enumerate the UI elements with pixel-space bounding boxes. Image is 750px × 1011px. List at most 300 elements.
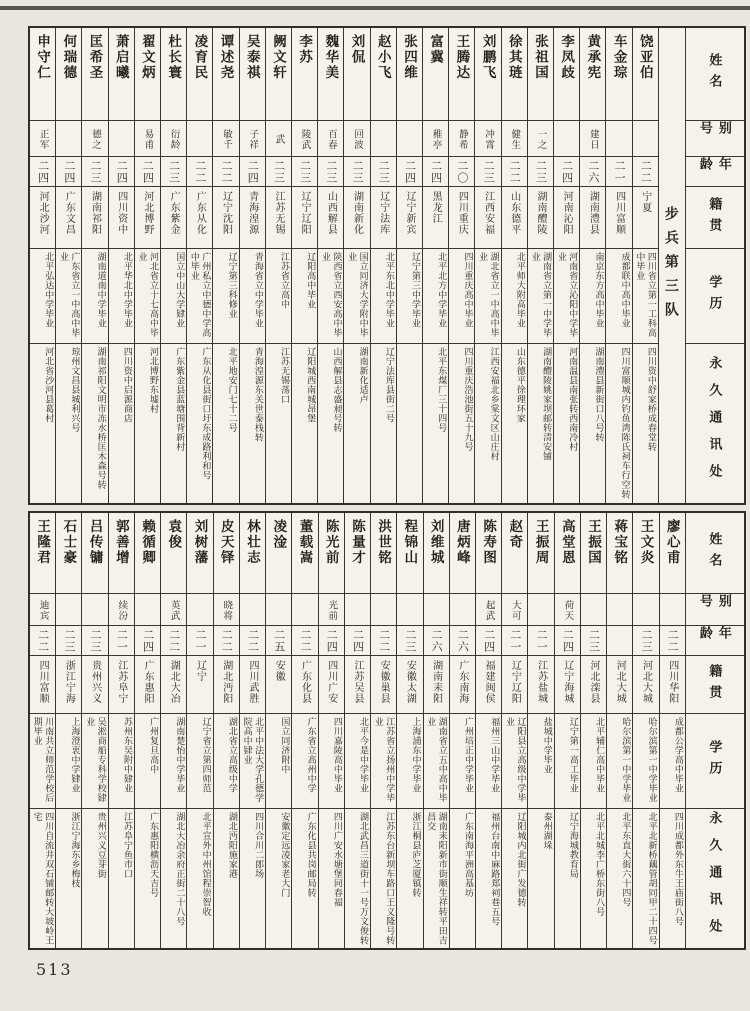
person-native-place: 安徽 — [266, 655, 291, 713]
person-age: 二一 — [502, 625, 527, 655]
person-education: 国立同济大学附中毕业 — [344, 248, 369, 343]
roster-table-top — [28, 26, 746, 505]
person-name: 蒋宝铭 — [612, 519, 628, 566]
person-native-place: 辽宁新宾 — [397, 186, 422, 248]
person-alias — [371, 120, 396, 156]
person-age: 二四 — [397, 156, 422, 186]
person-education: 广东省立一中高中毕业 — [56, 248, 81, 343]
person-native-place: 河北沙河 — [30, 186, 55, 248]
person-native-place: 福建闽侯 — [476, 655, 501, 713]
person-education: 广州复旦高中 — [135, 713, 160, 808]
person-column — [527, 28, 553, 503]
person-column — [396, 513, 422, 948]
person-name: 高堂恩 — [559, 519, 575, 566]
person-age: 二一 — [109, 625, 134, 655]
person-name: 郭善增 — [113, 519, 129, 566]
person-age: 二二 — [214, 625, 239, 655]
person-column — [81, 28, 107, 503]
person-alias — [187, 120, 212, 156]
person-native-place: 湖南新化 — [344, 186, 369, 248]
person-education: 河南省立沁阳中学毕业 — [554, 248, 579, 343]
person-alias: 英武 — [161, 593, 186, 625]
person-name: 王腾达 — [454, 34, 470, 81]
person-native-place: 广东化县 — [292, 655, 317, 713]
person-name: 程锦山 — [402, 519, 418, 566]
person-name: 唐炳峰 — [454, 519, 470, 566]
person-native-place: 江苏吴县 — [345, 655, 370, 713]
person-age: 二二 — [161, 625, 186, 655]
person-alias: 稚亭 — [423, 120, 448, 156]
person-age: 二三 — [292, 156, 317, 186]
person-age: 二二 — [240, 625, 265, 655]
person-native-place: 辽宁沈阳 — [213, 186, 238, 248]
person-address: 江苏东台新坝车路口王义隆号转 — [371, 808, 396, 948]
person-name: 石士豪 — [61, 519, 77, 566]
person-alias: 敏千 — [213, 120, 238, 156]
person-column — [212, 28, 238, 503]
person-column — [501, 28, 527, 503]
person-address: 湖北武昌三道街十一号万文俊转 — [345, 808, 370, 948]
header-native: 籍贯 — [686, 186, 744, 248]
person-native-place: 四川武胜 — [240, 655, 265, 713]
person-column — [501, 513, 527, 948]
person-age: 二三 — [318, 156, 343, 186]
person-name: 凌育民 — [192, 34, 208, 81]
person-education: 辽阳高中毕业 — [292, 248, 317, 343]
person-native-place: 江西安福 — [475, 186, 500, 248]
person-alias — [345, 593, 370, 625]
person-address: 山西解县志盛昶号转 — [318, 343, 343, 503]
person-native-place: 广东惠阳 — [135, 655, 160, 713]
person-alias — [109, 120, 134, 156]
person-age: 二三 — [581, 625, 606, 655]
person-education: 广州培正中学毕业 — [450, 713, 475, 808]
person-education: 北平师大附高毕业 — [502, 248, 527, 343]
person-address: 北平东直大街六十四号 — [607, 808, 632, 948]
person-native-place: 江苏阜宁 — [109, 655, 134, 713]
person-alias — [56, 593, 81, 625]
person-native-place: 湖南澧县 — [580, 186, 605, 248]
person-native-place: 河北博野 — [135, 186, 160, 248]
person-education: 上海浦东中学毕业 — [397, 713, 422, 808]
person-column — [554, 513, 580, 948]
person-column — [186, 513, 212, 948]
person-address: 湖北沔阳施家港 — [214, 808, 239, 948]
person-education: 四川省立第一工科高中毕业 — [633, 248, 658, 343]
person-age: 二二 — [633, 156, 658, 186]
person-column — [291, 513, 317, 948]
person-age: 二三 — [475, 156, 500, 186]
person-alias — [528, 593, 553, 625]
person-native-place: 四川富顺 — [30, 655, 55, 713]
person-address: 广东从化县街口圩东成路利和号 — [187, 343, 212, 503]
person-age: 二三 — [371, 156, 396, 186]
person-address: 河北省沙河县葛村 — [30, 343, 55, 503]
person-native-place: 湖南耒阳 — [424, 655, 449, 713]
person-address: 江苏阜宁鱼市口 — [109, 808, 134, 948]
row-header-column-top — [685, 28, 744, 503]
person-column — [579, 28, 605, 503]
person-native-place: 广东文昌 — [56, 186, 81, 248]
person-name: 饶亚伯 — [637, 34, 653, 81]
person-column — [396, 28, 422, 503]
person-education: 川南共立师范学校后期毕业 — [30, 713, 55, 808]
person-column — [343, 28, 369, 503]
person-native-place: 广东紫金 — [161, 186, 186, 248]
person-education: 盐城中学毕业 — [528, 713, 553, 808]
person-column — [134, 28, 160, 503]
person-native-place: 四川广安 — [319, 655, 344, 713]
person-column — [55, 513, 81, 948]
person-column — [30, 28, 55, 503]
person-education: 河北省立十七高中毕业 — [135, 248, 160, 343]
person-column — [318, 513, 344, 948]
person-age: 二四 — [554, 156, 579, 186]
header-education: 学历 — [686, 713, 744, 808]
roster-sheet — [28, 26, 746, 979]
person-alias: 晓将 — [214, 593, 239, 625]
person-address: 四川富顺城内钓鱼湾陈氏祠车行空转 — [606, 343, 631, 503]
person-address: 辽阳城内北街广发德转 — [502, 808, 527, 948]
person-name: 富冀 — [428, 34, 444, 65]
page-number: 513 — [36, 960, 73, 979]
person-education: 湖南省立第一中学毕业 — [528, 248, 553, 343]
person-name: 杜长寰 — [166, 34, 182, 81]
person-age: 二三 — [161, 156, 186, 186]
person-native-place: 河北大城 — [607, 655, 632, 713]
person-education: 湖南省立五中高中毕业 — [424, 713, 449, 808]
row-header-column-bottom — [685, 513, 744, 948]
person-name: 匡希圣 — [87, 34, 103, 81]
person-alias: 健生 — [502, 120, 527, 156]
person-alias — [633, 593, 658, 625]
person-education: 辽宁省立第四师范 — [187, 713, 212, 808]
person-alias: 一之 — [528, 120, 553, 156]
person-name: 翟文炳 — [139, 34, 155, 81]
header-address: 永久通讯处 — [686, 343, 744, 503]
person-column — [55, 28, 81, 503]
person-age: 二一 — [606, 156, 631, 186]
person-education: 辽宁第一高工毕业 — [555, 713, 580, 808]
person-alias: 荷天 — [555, 593, 580, 625]
person-name: 刘侃 — [349, 34, 365, 65]
header-age: 年龄 — [686, 156, 744, 186]
person-native-place: 四川华阳 — [660, 655, 685, 713]
person-age: 二二 — [660, 625, 685, 655]
person-address: 北平宣外中州馆程崇智收 — [187, 808, 212, 948]
person-address: 辽阳城西南城昂堡 — [292, 343, 317, 503]
person-address: 湖北大冶余府正街二十八号 — [161, 808, 186, 948]
person-column — [553, 28, 579, 503]
person-address: 四川合川二郎场 — [240, 808, 265, 948]
person-age: 二三 — [397, 625, 422, 655]
person-name: 袁俊 — [166, 519, 182, 550]
person-alias — [187, 593, 212, 625]
person-alias — [82, 593, 107, 625]
person-column — [449, 513, 475, 948]
person-column — [632, 513, 658, 948]
person-age: 二六 — [424, 625, 449, 655]
person-name: 张祖国 — [532, 34, 548, 81]
person-education: 青海省立中学毕业 — [240, 248, 265, 343]
person-education: 福州三山中学毕业 — [476, 713, 501, 808]
person-name: 萧启曦 — [113, 34, 129, 81]
person-address: 四川重庆浩池街五十九号 — [449, 343, 474, 503]
person-address: 贵州兴义豆芽街 — [82, 808, 107, 948]
person-age: 二四 — [135, 156, 160, 186]
person-name: 董载嵩 — [297, 519, 313, 566]
person-age: 二三 — [633, 625, 658, 655]
person-alias: 静希 — [449, 120, 474, 156]
person-native-place: 青海湟源 — [240, 186, 265, 248]
person-address: 安徽定远凌家老大门 — [266, 808, 291, 948]
person-native-place: 黑龙江 — [423, 186, 448, 248]
person-education: 北平华北中学毕业 — [109, 248, 134, 343]
person-alias: 迪宾 — [30, 593, 55, 625]
person-alias — [554, 120, 579, 156]
person-native-place: 广东南海 — [450, 655, 475, 713]
person-age: 二四 — [109, 156, 134, 186]
person-address: 泰州湖垛 — [528, 808, 553, 948]
person-alias — [581, 593, 606, 625]
person-address — [397, 343, 422, 503]
person-column — [108, 513, 134, 948]
person-column — [213, 513, 239, 948]
person-name: 何瑞德 — [61, 34, 77, 81]
person-age: 二一 — [187, 625, 212, 655]
person-column — [239, 513, 265, 948]
person-name: 王隆君 — [35, 519, 51, 566]
person-native-place: 江苏无锡 — [266, 186, 291, 248]
person-column — [422, 28, 448, 503]
person-age: 二五 — [266, 625, 291, 655]
person-education: 北平今是中学毕业 — [345, 713, 370, 808]
person-alias — [56, 120, 81, 156]
header-age: 年龄 — [686, 625, 744, 655]
person-native-place: 湖南醴陵 — [528, 186, 553, 248]
person-native-place: 辽宁辽阳 — [502, 655, 527, 713]
person-education: 哈尔滨第一中学毕业 — [633, 713, 658, 808]
person-alias: 正军 — [30, 120, 55, 156]
person-native-place: 辽宁 — [187, 655, 212, 713]
person-alias: 续汾 — [109, 593, 134, 625]
person-native-place: 辽宁辽阳 — [292, 186, 317, 248]
header-name: 姓名 — [707, 532, 723, 574]
person-age: 二〇 — [449, 156, 474, 186]
person-address: 北平北城李广桥东街八号 — [581, 808, 606, 948]
person-address: 四川自流井双石铺邮转大坡岭王宅 — [30, 808, 55, 948]
person-name: 王文炎 — [638, 519, 654, 566]
person-column — [160, 513, 186, 948]
person-native-place: 湖南祁阳 — [82, 186, 107, 248]
person-education: 广东省立高州中学 — [292, 713, 317, 808]
person-native-place: 宁夏 — [633, 186, 658, 248]
person-alias — [397, 593, 422, 625]
person-native-place: 安徽巢县 — [371, 655, 396, 713]
person-address: 河南温县南张转西南冷村 — [554, 343, 579, 503]
person-address: 广东紫金县蓝塘围背新村 — [161, 343, 186, 503]
person-age: 二四 — [555, 625, 580, 655]
person-column — [448, 28, 474, 503]
person-alias: 起武 — [476, 593, 501, 625]
person-alias: 子祥 — [240, 120, 265, 156]
person-age: 二四 — [30, 156, 55, 186]
header-native: 籍贯 — [686, 655, 744, 713]
person-native-place: 贵州兴义 — [82, 655, 107, 713]
person-native-place: 四川富顺 — [606, 186, 631, 248]
person-age — [607, 625, 632, 655]
person-address: 四川资中舒家桥成春堂转 — [633, 343, 658, 503]
person-address: 琼州文昌县城利兴号 — [56, 343, 81, 503]
person-alias — [292, 593, 317, 625]
person-education: 成都公学高中毕业 — [660, 713, 685, 808]
person-education: 北平北方中学毕业 — [423, 248, 448, 343]
person-age: 二四 — [135, 625, 160, 655]
person-native-place: 湖北沔阳 — [214, 655, 239, 713]
person-address: 山东德平徐理环家 — [502, 343, 527, 503]
person-name: 张四维 — [401, 34, 417, 81]
person-address: 江西安福北乡棠文区山庄村 — [475, 343, 500, 503]
scan-artifact-line — [0, 6, 750, 10]
person-name: 陈光前 — [323, 519, 339, 566]
person-education: 北平弘达中学毕业 — [30, 248, 55, 343]
person-column — [291, 28, 317, 503]
person-alias: 德之 — [82, 120, 107, 156]
person-age: 二三 — [56, 625, 81, 655]
person-address: 广东南海平洲高基坊 — [450, 808, 475, 948]
person-age: 二二 — [30, 625, 55, 655]
person-age: 二四 — [345, 625, 370, 655]
person-address: 北平地安门七十二号 — [213, 343, 238, 503]
person-alias: 回波 — [344, 120, 369, 156]
person-age: 二三 — [82, 156, 107, 186]
person-name: 廖心甫 — [664, 519, 680, 566]
person-address: 湖南祁阳文明市冻水桥匡木森号转 — [82, 343, 107, 503]
person-address: 湖南澧县新街口八号转 — [580, 343, 605, 503]
person-native-place: 山东德平 — [502, 186, 527, 248]
person-column — [370, 513, 396, 948]
header-address: 永久通讯处 — [686, 808, 744, 948]
person-alias: 百春 — [318, 120, 343, 156]
person-education: 湖北省立一中高中毕业 — [475, 248, 500, 343]
person-education: 江苏省立高中 — [266, 248, 291, 343]
person-column — [659, 513, 685, 948]
person-alias: 衍龄 — [161, 120, 186, 156]
person-age: 二一 — [528, 625, 553, 655]
person-native-place: 江苏盐城 — [528, 655, 553, 713]
person-education: 陕西省立西安高中毕业 — [318, 248, 343, 343]
person-address: 浙江桐县庐芝厦镇转 — [397, 808, 422, 948]
person-column — [186, 28, 212, 503]
person-age: 二三 — [266, 156, 291, 186]
person-education: 南京东方高中毕业 — [580, 248, 605, 343]
person-native-place: 湖北大冶 — [161, 655, 186, 713]
person-education: 上海澄衷中学肄业 — [56, 713, 81, 808]
person-alias — [397, 120, 422, 156]
person-age: 二四 — [423, 156, 448, 186]
person-education: 苏州东吴附中肄业 — [109, 713, 134, 808]
person-address: 广东化县共岗邮局转 — [292, 808, 317, 948]
person-alias: 大可 — [502, 593, 527, 625]
person-name: 皮天铎 — [218, 519, 234, 566]
person-name: 吴泰祺 — [244, 34, 260, 81]
person-name: 魏华美 — [323, 34, 339, 81]
person-alias — [606, 120, 631, 156]
person-address: 湖南醴陵姚家坝邮转清安铺 — [528, 343, 553, 503]
person-native-place: 辽宁法库 — [371, 186, 396, 248]
person-address: 河北博野东墟村 — [135, 343, 160, 503]
unit-label: 步兵第三队 — [658, 28, 685, 503]
person-native-place: 河北大城 — [633, 655, 658, 713]
roster-table-bottom — [28, 511, 746, 950]
person-column — [265, 513, 291, 948]
person-column — [475, 513, 501, 948]
person-address: 湖南耒阳新市街顺生祥转平田吉昌交 — [424, 808, 449, 948]
person-age: 二六 — [450, 625, 475, 655]
person-name: 林壮志 — [245, 519, 260, 566]
person-name: 刘树藩 — [192, 519, 208, 566]
person-education: 北平中法大学孔德学院高中肄业 — [240, 713, 265, 808]
person-native-place: 四川资中 — [109, 186, 134, 248]
person-name: 黄承宪 — [585, 34, 601, 81]
person-name: 刘鹏飞 — [480, 34, 496, 81]
person-alias — [660, 593, 685, 625]
person-education: 北平东北中学毕业 — [371, 248, 396, 343]
person-address: 广东惠阳横沥天吉号 — [135, 808, 160, 948]
person-alias — [450, 593, 475, 625]
person-education: 国立中山大学肄业 — [161, 248, 186, 343]
person-age: 二二 — [371, 625, 396, 655]
person-education: 北平辅仁高中毕业 — [581, 713, 606, 808]
person-column — [81, 513, 107, 948]
person-name: 陈量才 — [349, 519, 365, 566]
person-name: 凌淦 — [271, 519, 287, 550]
person-column — [160, 28, 186, 503]
header-name: 姓名 — [707, 53, 723, 95]
person-address: 江苏无锡荡口 — [266, 343, 291, 503]
person-address: 辽宁海城教育局 — [555, 808, 580, 948]
person-name: 李凤歧 — [559, 34, 575, 81]
person-alias — [633, 120, 658, 156]
header-alias: 别号 — [686, 120, 744, 156]
person-education: 辽宁第三中学毕业 — [397, 248, 422, 343]
person-age: 二六 — [580, 156, 605, 186]
person-name: 王振国 — [586, 519, 602, 566]
person-column — [344, 513, 370, 948]
person-name: 陈寿图 — [481, 519, 497, 566]
person-address: 四川成都外东牛王庙街八号 — [660, 808, 685, 948]
person-column — [134, 513, 160, 948]
person-education: 江苏省立扬州中学毕业 — [371, 713, 396, 808]
person-alias: 武 — [266, 120, 291, 156]
person-alias: 光前 — [319, 593, 344, 625]
person-education: 辽宁第三科修业 — [213, 248, 238, 343]
person-alias: 冲霄 — [475, 120, 500, 156]
person-name: 吕传镛 — [87, 519, 103, 566]
person-education: 湖北省立高级中学 — [214, 713, 239, 808]
person-education: 辽阳县立高级中学毕业 — [502, 713, 527, 808]
person-address: 四川资中启源商店 — [109, 343, 134, 503]
person-education: 成都联中高中毕业 — [606, 248, 631, 343]
person-name: 赖循卿 — [140, 519, 156, 566]
person-column — [580, 513, 606, 948]
person-native-place: 辽宁海城 — [555, 655, 580, 713]
person-age: 二二 — [187, 156, 212, 186]
person-alias — [266, 593, 291, 625]
person-name: 申守仁 — [35, 34, 51, 81]
person-address: 北平东煤厂三十四号 — [423, 343, 448, 503]
person-column — [108, 28, 134, 503]
